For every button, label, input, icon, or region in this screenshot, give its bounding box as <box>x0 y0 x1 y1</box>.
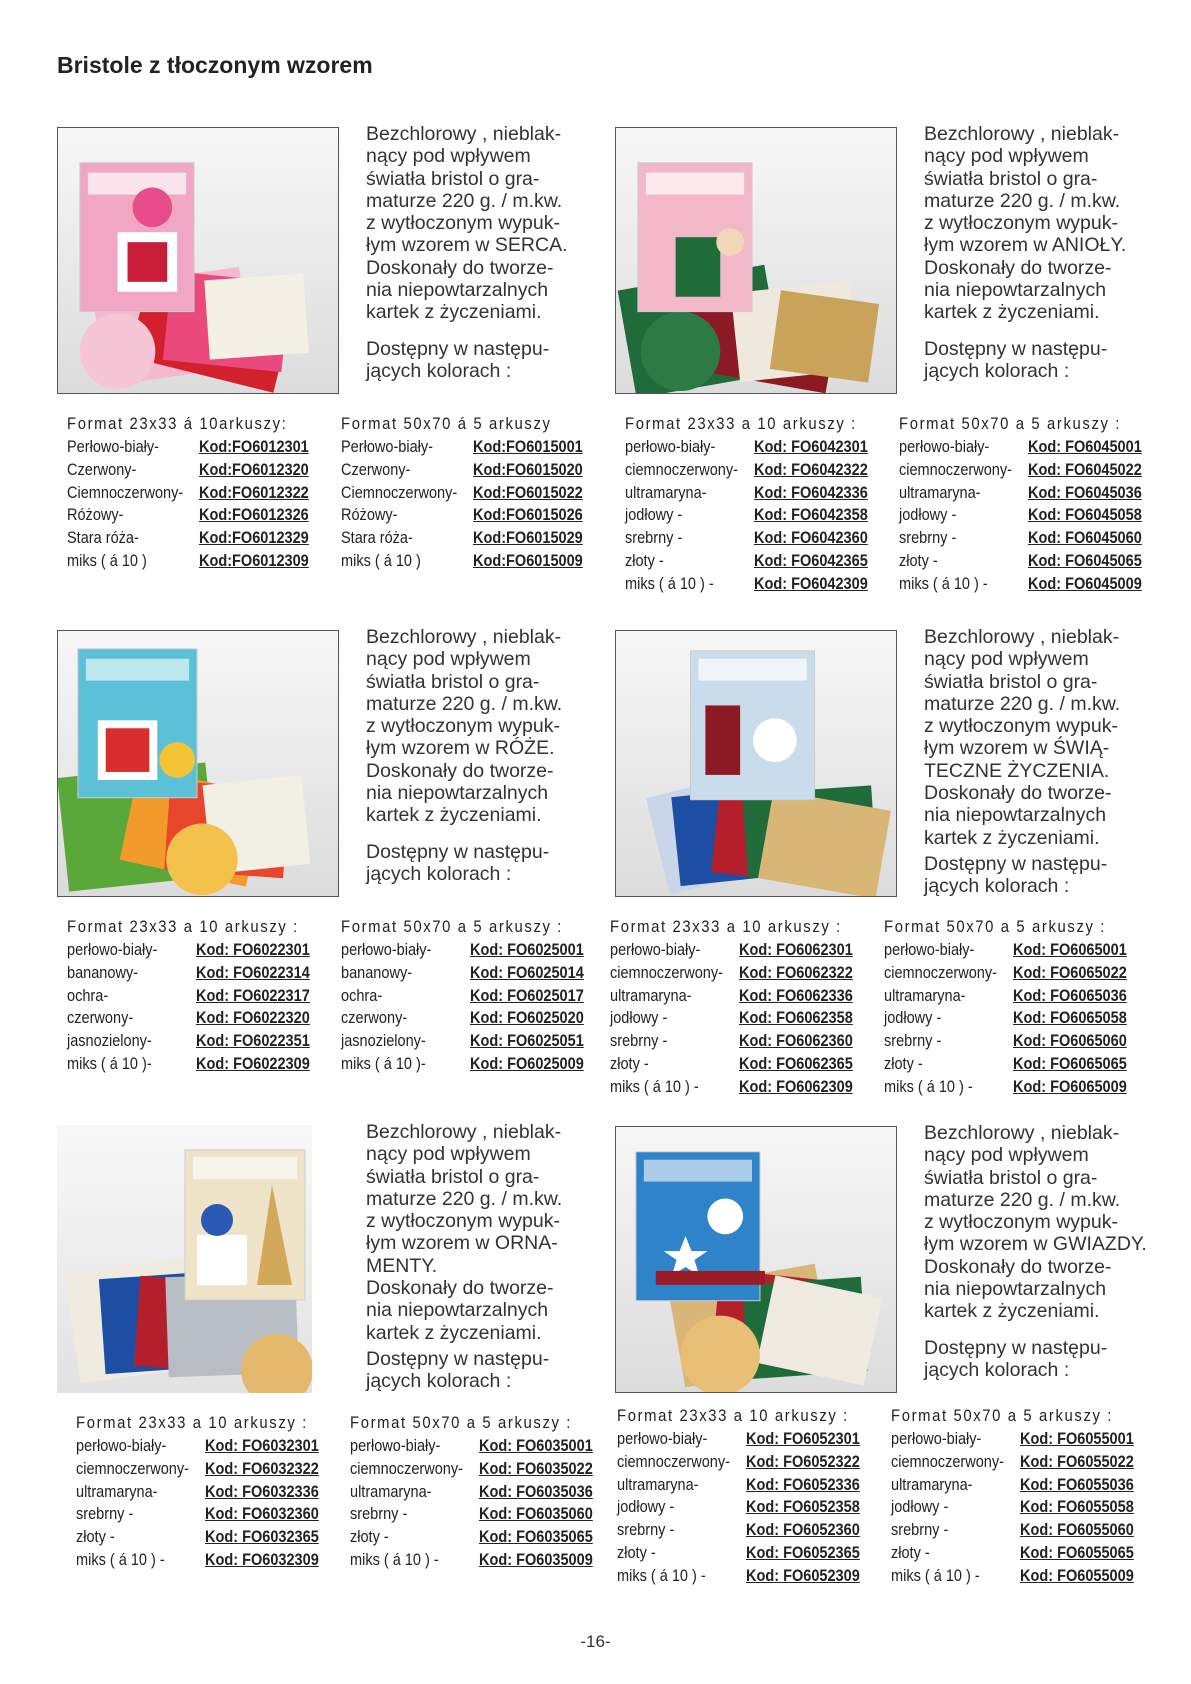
color-name: ciemnoczerwony- <box>350 1459 463 1478</box>
availability-text: Dostępny w następu- jących kolorach : <box>924 337 1108 382</box>
product-description <box>366 626 598 885</box>
color-name: srebrny - <box>617 1521 675 1540</box>
table-row <box>350 1526 608 1549</box>
product-code: Kod: FO6062358 <box>738 1009 853 1028</box>
product-code: Kod: FO6055058 <box>1019 1498 1134 1517</box>
table-row <box>625 573 883 596</box>
description-text: Bezchlorowy , nieblak- nący pod wpływem światła bristol o gra- maturze 220 g. / m.kw. z wytłoczonym wypuk- łym wzorem w GWIAZDY. Doskonały do tworze- nia niepowtarzalnych kartek z życzeniami. <box>924 1122 1147 1323</box>
table-row <box>67 459 325 482</box>
color-name: ultramaryna- <box>617 1475 699 1494</box>
color-name: perłowo-biały- <box>891 1430 982 1448</box>
product-code: Kod: FO6045060 <box>1027 529 1142 548</box>
product-code: Kod: FO6042301 <box>753 438 868 456</box>
product-code: Kod: FO6062336 <box>738 986 853 1005</box>
color-name: srebrny - <box>350 1505 408 1524</box>
table-row <box>350 1503 608 1526</box>
color-name: perłowo-biały- <box>884 941 975 959</box>
table-row <box>341 1007 599 1030</box>
product-code: Kod: FO6055065 <box>1019 1543 1134 1562</box>
color-name: srebrny - <box>76 1505 134 1524</box>
color-name: ciemnoczerwony- <box>899 460 1012 479</box>
product-image-angels <box>616 128 896 393</box>
product-code: Kod: FO6065022 <box>1012 963 1127 982</box>
table-row <box>891 1428 1149 1451</box>
product-image-roses <box>58 631 338 896</box>
availability-text: Dostępny w następu- jących kolorach : <box>366 1347 550 1393</box>
color-name: srebrny - <box>625 529 683 548</box>
color-name: czerwony- <box>341 1009 408 1028</box>
color-name: miks ( á 10 ) <box>341 551 421 570</box>
color-name: perłowo-biały- <box>341 941 432 959</box>
product-code: Kod: FO6035036 <box>478 1482 593 1501</box>
product-code: Kod:FO6015001 <box>473 438 583 456</box>
color-name: Czerwony- <box>341 460 411 479</box>
color-name: bananowy- <box>67 963 139 982</box>
availability-text: Dostępny w następu- jących kolorach : <box>924 852 1108 898</box>
color-name: miks ( á 10 ) - <box>610 1077 699 1096</box>
product-code: Kod: FO6065009 <box>1012 1077 1127 1096</box>
table-row <box>76 1435 334 1458</box>
product-code: Kod: FO6025001 <box>469 941 584 959</box>
product-code: Kod:FO6012322 <box>199 483 309 502</box>
product-code: Kod: FO6065001 <box>1012 941 1127 959</box>
availability-text: Dostępny w następu- jących kolorach : <box>366 840 550 885</box>
table-row <box>67 1007 325 1030</box>
color-name: ultramaryna- <box>350 1482 432 1501</box>
format-table-large <box>899 412 1157 596</box>
table-row <box>891 1451 1149 1474</box>
product-photo <box>57 630 339 897</box>
product-code: Kod:FO6012326 <box>199 506 309 525</box>
color-name: srebrny - <box>884 1032 942 1051</box>
color-name: miks ( á 10 ) - <box>891 1566 980 1585</box>
color-name: Ciemnoczerwony- <box>341 483 458 502</box>
product-code: Kod: FO6062322 <box>738 963 853 982</box>
table-row <box>625 527 883 550</box>
product-code: Kod: FO6052358 <box>745 1498 860 1517</box>
format-table-small <box>625 412 883 596</box>
product-photo <box>57 127 339 394</box>
product-description <box>924 123 1156 382</box>
table-row <box>899 459 1157 482</box>
color-name: jasnozielony- <box>67 1032 152 1051</box>
table-row <box>884 1053 1142 1076</box>
product-code: Kod: FO6062309 <box>738 1077 853 1096</box>
table-row <box>610 939 868 962</box>
table-row <box>76 1503 334 1526</box>
table-row <box>891 1542 1149 1565</box>
color-name: ciemnoczerwony- <box>891 1452 1004 1471</box>
product-code: Kod: FO6045065 <box>1027 551 1142 570</box>
product-code: Kod: FO6032360 <box>204 1505 319 1524</box>
table-row <box>625 459 883 482</box>
product-code: Kod: FO6042360 <box>753 529 868 548</box>
product-description <box>366 1121 598 1393</box>
product-code: Kod: FO6042365 <box>753 551 868 570</box>
color-name: ultramaryna- <box>891 1475 973 1494</box>
product-code: Kod:FO6012309 <box>199 551 309 570</box>
product-block-ornaments <box>57 1121 597 1603</box>
table-row <box>67 482 325 505</box>
product-code: Kod: FO6035001 <box>478 1437 593 1455</box>
product-code: Kod: FO6062360 <box>738 1032 853 1051</box>
product-code: Kod: FO6025009 <box>469 1054 584 1073</box>
product-code: Kod: FO6025020 <box>469 1009 584 1028</box>
table-row <box>341 1053 599 1076</box>
product-code: Kod: FO6045022 <box>1027 460 1142 479</box>
table-row <box>67 550 325 573</box>
product-code: Kod: FO6035022 <box>478 1459 593 1478</box>
color-name: złoty - <box>899 551 938 570</box>
product-code: Kod: FO6042358 <box>753 506 868 525</box>
table-row <box>625 550 883 573</box>
color-name: perłowo-biały- <box>76 1437 167 1455</box>
table-row <box>67 962 325 985</box>
product-code: Kod: FO6052301 <box>745 1430 860 1448</box>
table-row <box>899 527 1157 550</box>
product-block-christmas-wishes <box>610 626 1155 1108</box>
table-row <box>884 962 1142 985</box>
color-name: Różowy- <box>67 506 124 525</box>
color-name: ultramaryna- <box>899 483 981 502</box>
color-name: miks ( á 10 ) - <box>884 1077 973 1096</box>
format-header: Format 50x70 a 5 arkuszy : <box>899 415 1122 433</box>
color-name: bananowy- <box>341 963 413 982</box>
table-row <box>341 962 599 985</box>
table-row <box>899 573 1157 596</box>
color-name: ciemnoczerwony- <box>884 963 997 982</box>
color-name: jodłowy - <box>617 1498 675 1517</box>
format-header: Format 50x70 a 5 arkuszy : <box>884 918 1107 936</box>
color-name: Ciemnoczerwony- <box>67 483 184 502</box>
table-row <box>610 985 868 1008</box>
color-name: ochra- <box>341 986 383 1005</box>
product-block-stars <box>615 1122 1155 1604</box>
product-code: Kod:FO6015022 <box>473 483 583 502</box>
color-name: Stara róża- <box>67 529 139 548</box>
table-row <box>350 1435 608 1458</box>
table-row <box>610 1007 868 1030</box>
product-code: Kod:FO6012301 <box>199 438 309 456</box>
product-code: Kod:FO6015026 <box>473 506 583 525</box>
color-name: miks ( á 10 ) - <box>617 1566 706 1585</box>
color-name: miks ( á 10 ) - <box>625 574 714 593</box>
table-row <box>67 527 325 550</box>
color-name: złoty - <box>617 1543 656 1562</box>
table-row <box>891 1565 1149 1588</box>
product-code: Kod: FO6052336 <box>745 1475 860 1494</box>
table-row <box>617 1542 875 1565</box>
availability-text: Dostępny w następu- jących kolorach : <box>366 337 550 382</box>
product-code: Kod: FO6035009 <box>478 1550 593 1569</box>
product-code: Kod:FO6015020 <box>473 460 583 479</box>
table-row <box>884 1030 1142 1053</box>
format-table-large <box>341 915 599 1076</box>
product-code: Kod: FO6052322 <box>745 1452 860 1471</box>
product-code: Kod: FO6045036 <box>1027 483 1142 502</box>
table-row <box>891 1519 1149 1542</box>
color-name: Różowy- <box>341 506 398 525</box>
table-row <box>341 939 599 962</box>
product-code: Kod: FO6025017 <box>469 986 584 1005</box>
format-table-small <box>617 1404 875 1588</box>
format-table-small <box>610 915 868 1099</box>
color-name: ultramaryna- <box>625 483 707 502</box>
product-image-christmas-wishes <box>616 631 896 896</box>
product-image-ornaments <box>57 1125 312 1393</box>
table-row <box>884 985 1142 1008</box>
table-row <box>76 1549 334 1572</box>
table-row <box>76 1526 334 1549</box>
color-name: ciemnoczerwony- <box>625 460 738 479</box>
product-code: Kod: FO6032309 <box>204 1550 319 1569</box>
product-code: Kod: FO6022301 <box>195 941 310 959</box>
availability-text: Dostępny w następu- jących kolorach : <box>924 1336 1108 1381</box>
product-code: Kod: FO6032336 <box>204 1482 319 1501</box>
table-row <box>67 1053 325 1076</box>
format-table-small <box>67 915 325 1076</box>
color-name: miks ( á 10 ) - <box>899 574 988 593</box>
table-row <box>341 550 599 573</box>
format-header: Format 50x70 á 5 arkuszy <box>341 415 552 433</box>
table-row <box>899 550 1157 573</box>
color-name: jodłowy - <box>610 1009 668 1028</box>
table-row <box>341 985 599 1008</box>
color-name: złoty - <box>76 1528 115 1547</box>
table-row <box>67 939 325 962</box>
table-row <box>67 985 325 1008</box>
format-header: Format 23x33 a 10 arkuszy : <box>610 918 842 936</box>
color-name: Czerwony- <box>67 460 137 479</box>
color-name: złoty - <box>891 1543 930 1562</box>
product-code: Kod: FO6045001 <box>1027 438 1142 456</box>
product-code: Kod: FO6025051 <box>469 1032 584 1051</box>
color-name: ciemnoczerwony- <box>610 963 723 982</box>
product-description <box>366 123 598 382</box>
table-row <box>610 1030 868 1053</box>
format-header: Format 23x33 a 10 arkuszy : <box>617 1407 849 1425</box>
color-name: ultramaryna- <box>76 1482 158 1501</box>
format-header: Format 50x70 a 5 arkuszy : <box>891 1407 1114 1425</box>
color-name: ultramaryna- <box>884 986 966 1005</box>
color-name: srebrny - <box>891 1521 949 1540</box>
format-header: Format 50x70 a 5 arkuszy : <box>350 1414 573 1432</box>
product-description <box>924 626 1156 898</box>
description-text: Bezchlorowy , nieblak- nący pod wpływem światła bristol o gra- maturze 220 g. / m.kw. z wytłoczonym wypuk- łym wzorem w RÓŻE. Doskonały do tworze- nia niepowtarzalnych kartek z życzeniami. <box>366 626 563 827</box>
table-row <box>341 482 599 505</box>
description-text: Bezchlorowy , nieblak- nący pod wpływem światła bristol o gra- maturze 220 g. / m.kw. z wytłoczonym wypuk- łym wzorem w ORNA- MENTY. Doskonały do tworze- nia niepowtarzalnych kartek z życzeniami. <box>366 1121 563 1344</box>
product-code: Kod: FO6055001 <box>1019 1430 1134 1448</box>
color-name: złoty - <box>350 1528 389 1547</box>
format-header: Format 23x33 a 10 arkuszy : <box>76 1414 308 1432</box>
table-row <box>341 436 599 459</box>
format-table-large <box>341 412 599 573</box>
product-code: Kod: FO6022314 <box>195 963 310 982</box>
table-row <box>67 436 325 459</box>
product-code: Kod: FO6042336 <box>753 483 868 502</box>
product-photo <box>57 1125 312 1393</box>
color-name: miks ( á 10 ) <box>67 551 147 570</box>
product-code: Kod: FO6045058 <box>1027 506 1142 525</box>
table-row <box>67 504 325 527</box>
color-name: miks ( á 10 ) - <box>76 1550 165 1569</box>
table-row <box>625 436 883 459</box>
format-header: Format 23x33 á 10arkuszy: <box>67 415 288 433</box>
page-number: -16- <box>580 1632 611 1651</box>
color-name: perłowo-biały- <box>899 438 990 456</box>
table-row <box>884 1007 1142 1030</box>
table-row <box>341 459 599 482</box>
color-name: jodłowy - <box>899 506 957 525</box>
product-code: Kod: FO6065058 <box>1012 1009 1127 1028</box>
product-code: Kod: FO6065065 <box>1012 1054 1127 1073</box>
product-code: Kod: FO6065060 <box>1012 1032 1127 1051</box>
color-name: ultramaryna- <box>610 986 692 1005</box>
table-row <box>625 482 883 505</box>
table-row <box>617 1428 875 1451</box>
page-title: Bristole z tłoczonym wzorem <box>57 52 373 78</box>
product-photo <box>615 630 897 897</box>
product-photo <box>615 1126 897 1393</box>
color-name: srebrny - <box>610 1032 668 1051</box>
color-name: jodłowy - <box>625 506 683 525</box>
product-code: Kod:FO6012329 <box>199 529 309 548</box>
product-code: Kod: FO6035065 <box>478 1528 593 1547</box>
color-name: złoty - <box>610 1054 649 1073</box>
product-code: Kod: FO6025014 <box>469 963 584 982</box>
table-row <box>891 1496 1149 1519</box>
format-header: Format 50x70 a 5 arkuszy : <box>341 918 564 936</box>
format-table-large <box>350 1411 608 1572</box>
product-code: Kod: FO6042322 <box>753 460 868 479</box>
product-code: Kod:FO6015029 <box>473 529 583 548</box>
color-name: czerwony- <box>67 1009 134 1028</box>
product-code: Kod: FO6052309 <box>745 1566 860 1585</box>
table-row <box>617 1474 875 1497</box>
format-header: Format 23x33 a 10 arkuszy : <box>67 918 299 936</box>
description-text: Bezchlorowy , nieblak- nący pod wpływem światła bristol o gra- maturze 220 g. / m.kw. z wytłoczonym wypuk- łym wzorem w ŚWIĄ- TECZNE ŻYCZENIA. Doskonały do tworze- nia niepowtarzalnych kartek z życzeniami. <box>924 626 1121 849</box>
color-name: perłowo-biały- <box>67 941 158 959</box>
product-code: Kod:FO6015009 <box>473 551 583 570</box>
color-name: ciemnoczerwony- <box>76 1459 189 1478</box>
product-code: Kod: FO6035060 <box>478 1505 593 1524</box>
product-code: Kod: FO6022351 <box>195 1032 310 1051</box>
color-name: ochra- <box>67 986 109 1005</box>
color-name: srebrny - <box>899 529 957 548</box>
table-row <box>610 1053 868 1076</box>
table-row <box>67 1030 325 1053</box>
table-row <box>617 1519 875 1542</box>
product-code: Kod: FO6022320 <box>195 1009 310 1028</box>
format-header: Format 23x33 a 10 arkuszy : <box>625 415 857 433</box>
table-row <box>891 1474 1149 1497</box>
product-code: Kod: FO6052360 <box>745 1521 860 1540</box>
table-row <box>899 504 1157 527</box>
color-name: jasnozielony- <box>341 1032 426 1051</box>
format-table-large <box>891 1404 1149 1588</box>
color-name: ciemnoczerwony- <box>617 1452 730 1471</box>
product-code: Kod: FO6022309 <box>195 1054 310 1073</box>
table-row <box>341 504 599 527</box>
table-row <box>899 436 1157 459</box>
table-row <box>76 1481 334 1504</box>
table-row <box>617 1496 875 1519</box>
product-image-stars <box>616 1127 896 1392</box>
table-row <box>350 1481 608 1504</box>
product-code: Kod: FO6032322 <box>204 1459 319 1478</box>
table-row <box>884 1076 1142 1099</box>
table-row <box>610 962 868 985</box>
table-row <box>884 939 1142 962</box>
color-name: miks ( á 10 )- <box>67 1054 152 1073</box>
format-table-large <box>884 915 1142 1099</box>
table-row <box>350 1458 608 1481</box>
color-name: Perłowo-biały- <box>67 438 160 456</box>
table-row <box>617 1565 875 1588</box>
description-text: Bezchlorowy , nieblak- nący pod wpływem światła bristol o gra- maturze 220 g. / m.kw. z wytłoczonym wypuk- łym wzorem w ANIOŁY. Doskonały do tworze- nia niepowtarzalnych kartek z życzeniami. <box>924 123 1127 324</box>
table-row <box>617 1451 875 1474</box>
table-row <box>625 504 883 527</box>
color-name: perłowo-biały- <box>625 438 716 456</box>
color-name: Stara róża- <box>341 529 413 548</box>
product-photo <box>615 127 897 394</box>
color-name: perłowo-biały- <box>610 941 701 959</box>
color-name: jodłowy - <box>891 1498 949 1517</box>
product-block-roses <box>57 626 597 1108</box>
product-code: Kod: FO6055009 <box>1019 1566 1134 1585</box>
table-row <box>341 1030 599 1053</box>
product-code: Kod: FO6032365 <box>204 1528 319 1547</box>
table-row <box>76 1458 334 1481</box>
product-code: Kod: FO6032301 <box>204 1437 319 1455</box>
product-image-hearts <box>58 128 338 393</box>
product-block-hearts <box>57 123 597 605</box>
color-name: złoty - <box>625 551 664 570</box>
product-code: Kod: FO6055022 <box>1019 1452 1134 1471</box>
product-code: Kod: FO6022317 <box>195 986 310 1005</box>
table-row <box>610 1076 868 1099</box>
color-name: złoty - <box>884 1054 923 1073</box>
product-code: Kod: FO6045009 <box>1027 574 1142 593</box>
product-code: Kod: FO6042309 <box>753 574 868 593</box>
product-code: Kod: FO6062365 <box>738 1054 853 1073</box>
product-code: Kod: FO6065036 <box>1012 986 1127 1005</box>
product-code: Kod:FO6012320 <box>199 460 309 479</box>
table-row <box>350 1549 608 1572</box>
color-name: miks ( á 10 )- <box>341 1054 426 1073</box>
product-code: Kod: FO6052365 <box>745 1543 860 1562</box>
color-name: perłowo-biały- <box>617 1430 708 1448</box>
product-description <box>924 1122 1156 1381</box>
color-name: miks ( á 10 ) - <box>350 1550 439 1569</box>
product-code: Kod: FO6062301 <box>738 941 853 959</box>
product-code: Kod: FO6055036 <box>1019 1475 1134 1494</box>
table-row <box>341 527 599 550</box>
color-name: Perłowo-biały- <box>341 438 434 456</box>
product-block-angels <box>615 123 1155 605</box>
format-table-small <box>76 1411 334 1572</box>
color-name: perłowo-biały- <box>350 1437 441 1455</box>
table-row <box>899 482 1157 505</box>
color-name: jodłowy - <box>884 1009 942 1028</box>
format-table-small <box>67 412 325 573</box>
description-text: Bezchlorowy , nieblak- nący pod wpływem światła bristol o gra- maturze 220 g. / m.kw. z wytłoczonym wypuk- łym wzorem w SERCA. Doskonały do tworze- nia niepowtarzalnych kartek z życzeniami. <box>366 123 568 324</box>
product-code: Kod: FO6055060 <box>1019 1521 1134 1540</box>
